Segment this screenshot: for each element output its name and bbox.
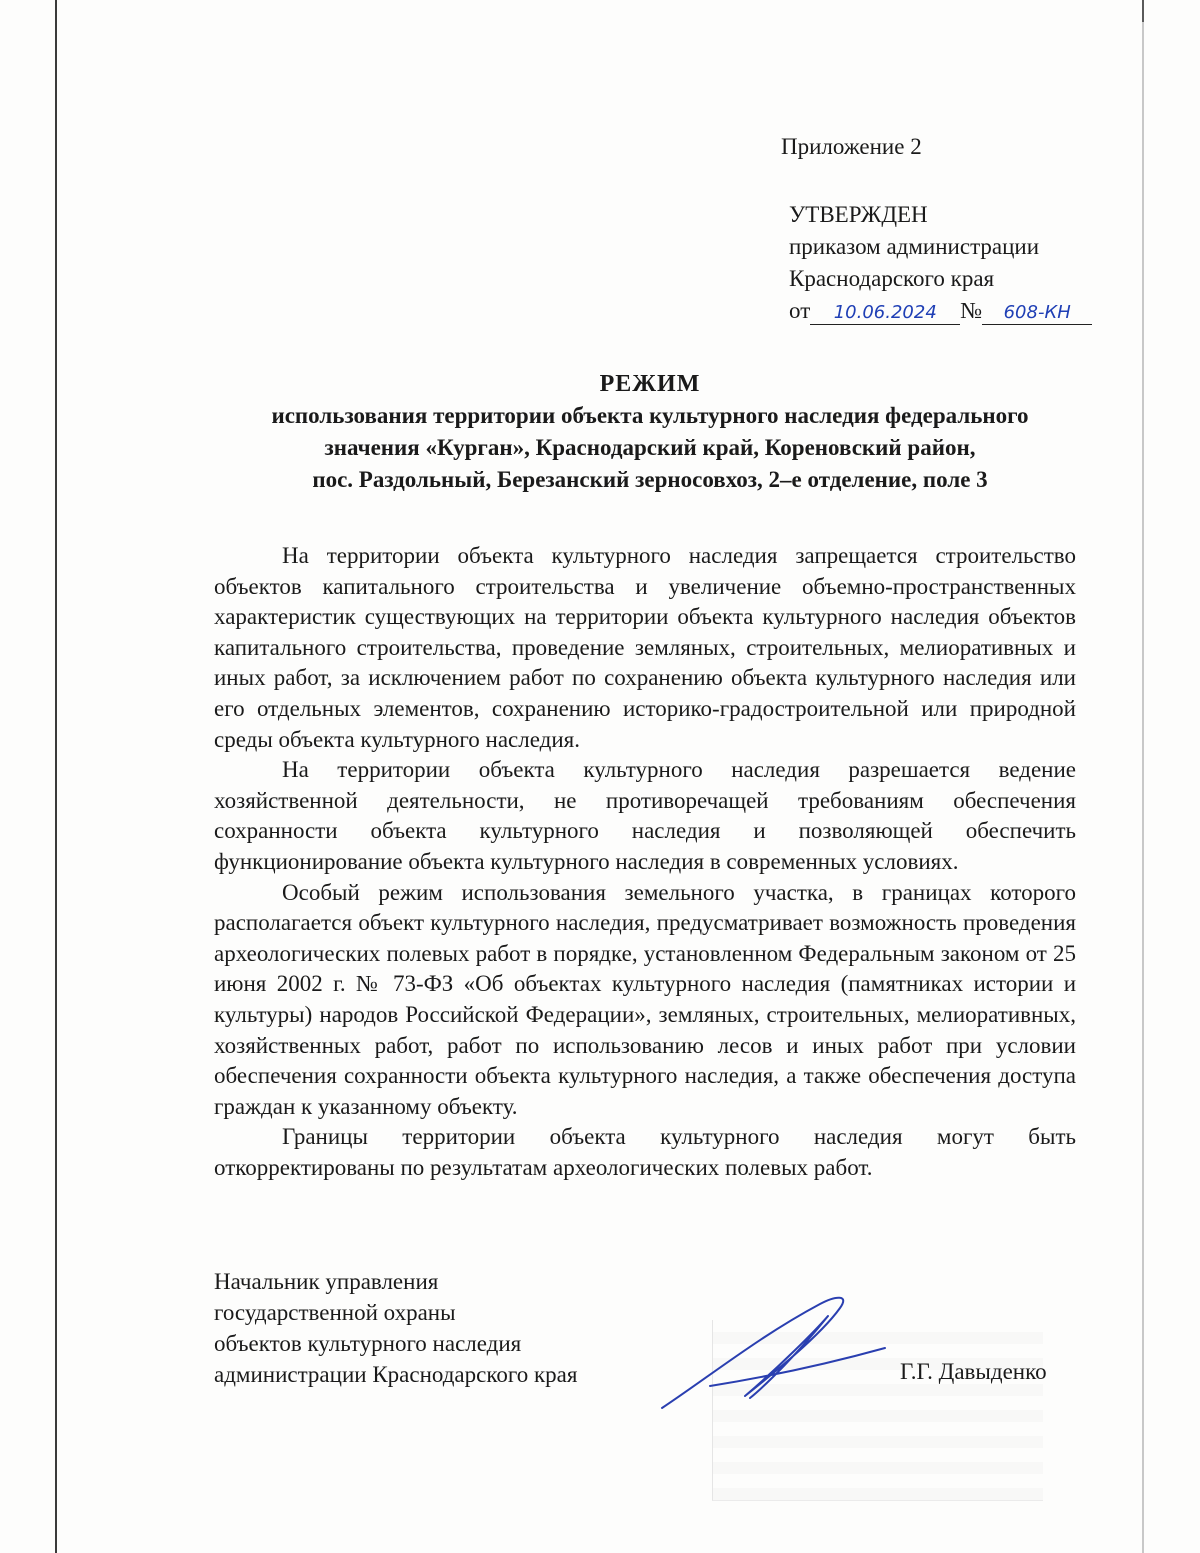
signer-position-line-3: объектов культурного наследия — [214, 1331, 522, 1356]
scan-edge-right — [1142, 0, 1144, 1553]
signer-position-line-4: администрации Краснодарского края — [214, 1362, 578, 1387]
document-title — [200, 368, 1100, 496]
title-line-3: пос. Раздольный, Березанский зерносовхоз, 2–е отделение, поле 3 — [312, 467, 988, 492]
signer-position-line-2: государственной охраны — [214, 1300, 456, 1325]
document-body — [214, 541, 1076, 1183]
approval-status: УТВЕРЖДЕН — [789, 202, 928, 227]
approval-date-handwritten: 10.06.2024 — [810, 302, 960, 325]
appendix-label: Приложение 2 — [781, 134, 922, 159]
approval-number-handwritten: 608-КН — [982, 302, 1092, 325]
handwritten-signature — [650, 1286, 890, 1416]
paragraph-4: Границы территории объекта культурного наследия могут быть откорректированы по результатам археологических полевых работ. — [214, 1124, 1076, 1180]
signature-block — [214, 1266, 577, 1390]
approval-block — [789, 199, 1092, 327]
signer-name: Г.Г. Давыденко — [900, 1359, 1047, 1384]
approval-from-label: от — [789, 298, 811, 323]
title-line-1: использования территории объекта культурного наследия федерального — [271, 403, 1029, 428]
scan-edge-left — [55, 0, 57, 1553]
paragraph-3: Особый режим использования земельного участка, в границах которого располагается объект культурного наследия, предусматривает возможность проведения археологических полевых работ в порядке, установленном Федеральным законом от 25 июня 2002 г. № 73-ФЗ «Об объектах культурного наследия (памятниках истории и культуры) народов Российской Федерации», земляных, строительных, мелиоративных, хозяйственных работ, работ по использованию лесов и иных работ при условии обеспечения сохранности объекта культурного наследия, а также обеспечения доступа граждан к указанному объекту. — [214, 879, 1076, 1119]
approval-line-2: Краснодарского края — [789, 266, 995, 291]
signer-position-line-1: Начальник управления — [214, 1269, 439, 1294]
paragraph-1: На территории объекта культурного наследия запрещается строительство объектов капитального строительства и увеличение объемно-пространственных характеристик существующих на территории объекта культурного наследия объектов капитального строительства, проведение земляных, строительных, мелиоративных и иных работ, за исключением работ по сохранению объекта культурного наследия или его отдельных элементов, сохранению историко-градостроительной или природной среды объекта культурного наследия. — [214, 543, 1076, 752]
approval-date-row — [789, 295, 1092, 327]
approval-number-label: № — [960, 298, 983, 323]
approval-line-1: приказом администрации — [789, 234, 1040, 259]
title-main: РЕЖИМ — [599, 371, 701, 397]
title-line-2: значения «Курган», Краснодарский край, Кореновский район, — [324, 435, 976, 460]
paragraph-2: На территории объекта культурного наследия разрешается ведение хозяйственной деятельности, не противоречащей требованиям обеспечения сохранности объекта культурного наследия и позволяющей обеспечить функционирование объекта культурного наследия в современных условиях. — [214, 757, 1076, 874]
scan-edge-right-top — [1142, 0, 1144, 22]
